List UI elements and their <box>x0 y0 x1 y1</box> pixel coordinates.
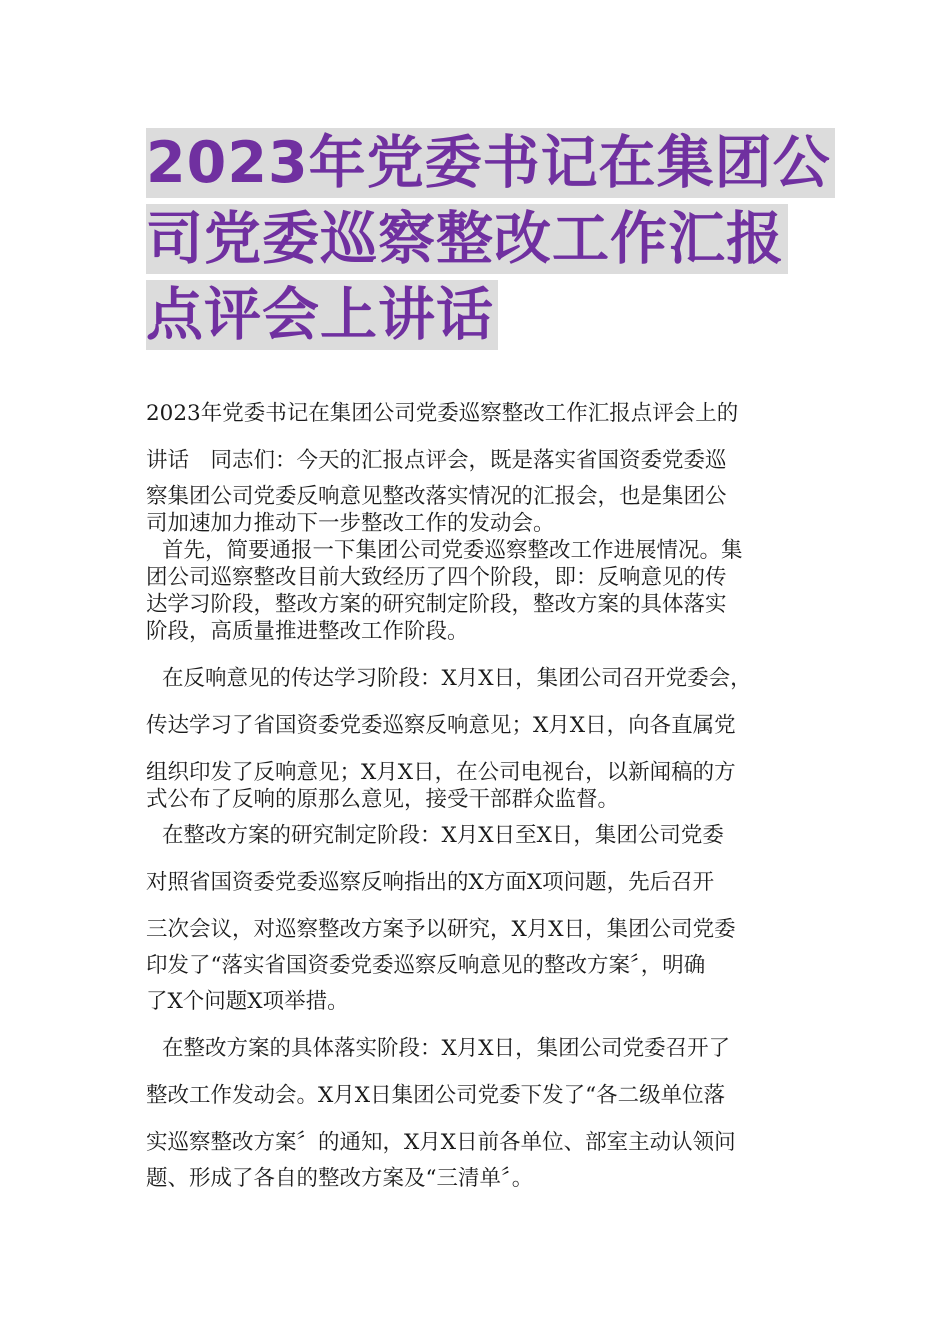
body-line: 司加速加力推动下一步整改工作的发动会。 <box>146 511 555 536</box>
document-body <box>146 400 806 1192</box>
body-line: 在整改方案的研究制定阶段：X月X日至X日，集团公司党委 <box>162 823 724 848</box>
body-line: 在整改方案的具体落实阶段：X月X日，集团公司党委召开了 <box>162 1036 731 1061</box>
body-line: 达学习阶段，整改方案的研究制定阶段，整改方案的具体落实 <box>146 592 727 617</box>
title-line-3: 点评会上讲话 <box>146 280 498 350</box>
body-line: 在反响意见的传达学习阶段：X月X日，集团公司召开党委会， <box>162 666 752 691</box>
body-line: 印发了“落实省国资委党委巡察反响意见的整改方案〞，明确 <box>146 953 706 978</box>
body-line: 察集团公司党委反响意见整改落实情况的汇报会，也是集团公 <box>146 484 727 509</box>
document-title <box>146 128 831 356</box>
title-line-2: 司党委巡察整改工作汇报 <box>146 204 788 274</box>
body-line: 传达学习了省国资委党委巡察反响意见；X月X日，向各直属党 <box>146 713 736 738</box>
body-line: 整改工作发动会。X月X日集团公司党委下发了“各二级单位落 <box>146 1083 726 1108</box>
body-line: 2023年党委书记在集团公司党委巡察整改工作汇报点评会上的 <box>146 401 739 426</box>
body-line: 对照省国资委党委巡察反响指出的X方面X项问题，先后召开 <box>146 870 715 895</box>
body-line: 组织印发了反响意见；X月X日，在公司电视台，以新闻稿的方 <box>146 760 736 785</box>
body-line: 团公司巡察整改目前大致经历了四个阶段，即：反响意见的传 <box>146 565 727 590</box>
body-line: 阶段，高质量推进整改工作阶段。 <box>146 619 469 644</box>
body-line: 讲话 同志们：今天的汇报点评会，既是落实省国资委党委巡 <box>146 448 727 473</box>
body-line: 题、形成了各自的整改方案及“三清单〞。 <box>146 1166 534 1191</box>
title-line-1: 2023年党委书记在集团公 <box>146 128 835 198</box>
body-line: 式公布了反响的原那么意见，接受干部群众监督。 <box>146 787 620 812</box>
body-line: 三次会议，对巡察整改方案予以研究，X月X日，集团公司党委 <box>146 917 736 942</box>
body-line: 首先，简要通报一下集团公司党委巡察整改工作进展情况。集 <box>162 538 743 563</box>
body-line: 了X个问题X项举措。 <box>146 989 349 1014</box>
body-line: 实巡察整改方案〞的通知，X月X日前各单位、部室主动认领问 <box>146 1130 736 1155</box>
